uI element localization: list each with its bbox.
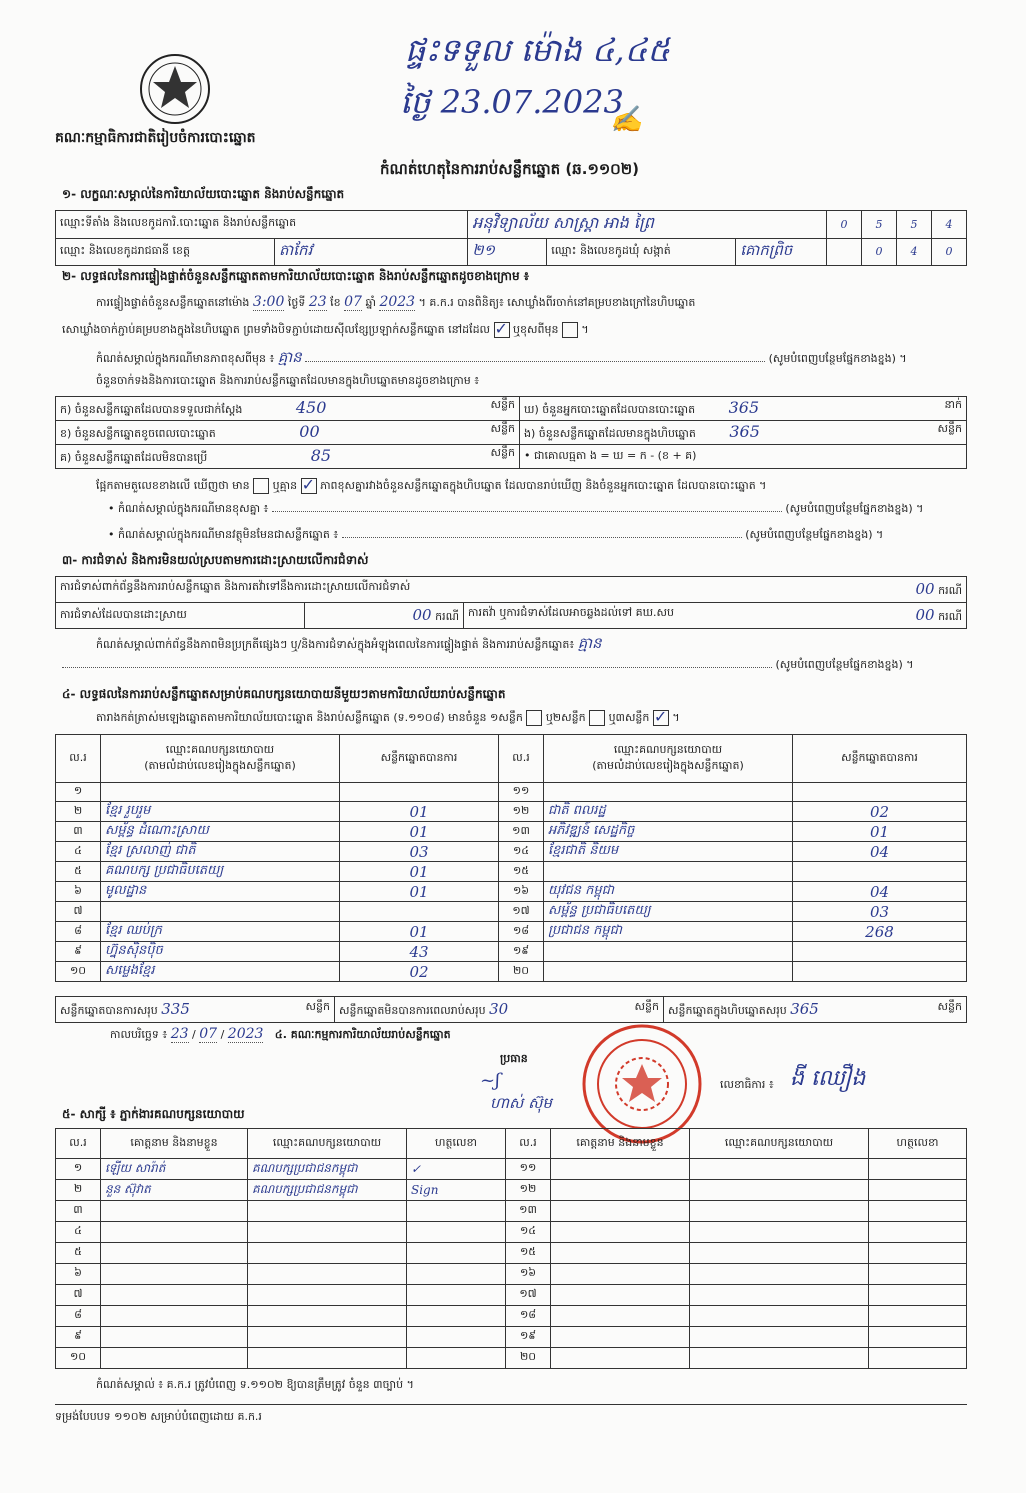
- witness-empty-cell: [551, 1201, 690, 1222]
- witness-no-right-cell: ១៤: [506, 1222, 551, 1243]
- left-party-cell: ខ្មែរ រួបរួម: [101, 802, 340, 822]
- witness-empty-cell: [690, 1285, 869, 1306]
- witness-empty-cell: [869, 1222, 967, 1243]
- match-text-a: ផ្អែកតាមតួលេខខាងលើ ឃើញថា មាន: [96, 479, 250, 492]
- sheets-3-label: ឬ៣សន្លឹក: [608, 711, 650, 724]
- witness-empty-cell: [690, 1264, 869, 1285]
- left-no-cell: ៦: [56, 882, 101, 902]
- left-votes-cell: 01: [340, 922, 499, 942]
- sheets-1-checkbox[interactable]: [526, 710, 542, 726]
- commune-value: គោកព្រិច: [736, 238, 827, 266]
- witness-name-cell: [101, 1222, 248, 1243]
- left-party-cell: [101, 783, 340, 802]
- match-line: [96, 478, 766, 495]
- table-row: [56, 902, 967, 922]
- witness-no-cell: ៥: [56, 1243, 101, 1264]
- right-party-cell: អភិវឌ្ឍន៍ សេដ្ឋកិច្ច: [544, 822, 793, 842]
- witness-empty-cell: [690, 1201, 869, 1222]
- right-party-cell: [544, 783, 793, 802]
- left-votes-cell: [340, 902, 499, 922]
- bullet2-line: [108, 528, 966, 544]
- right-party-cell: [544, 942, 793, 962]
- right-votes-cell: 02: [793, 802, 967, 822]
- verify-month: 07: [344, 294, 362, 310]
- witness-no-cell: ១០: [56, 1348, 101, 1369]
- diff-checkbox[interactable]: [562, 322, 578, 338]
- witness-no-cell: ៨: [56, 1306, 101, 1327]
- witness-col-no-right: ល.រ: [506, 1129, 551, 1159]
- count-d-unit: នាក់: [944, 398, 962, 411]
- witness-party-cell: [248, 1306, 407, 1327]
- witness-empty-cell: [869, 1306, 967, 1327]
- match-text-b: ឬគ្មាន: [272, 479, 298, 492]
- witness-sign-cell: [407, 1201, 506, 1222]
- footer-note: កំណត់សម្គាល់ ៖ គ.ក.រ ត្រូវបំពេញ ទ.១១០២ ឱ្យបានត្រឹមត្រូវ ចំនួន ៣ច្បាប់ ។: [96, 1378, 414, 1391]
- chair-name: ហាស់ ស៊ុម: [490, 1094, 552, 1112]
- location-value: អនុវិទ្យាល័យ សាស្ត្រា អាង ព្រៃ: [468, 211, 827, 239]
- location-code-4: 4: [932, 211, 967, 239]
- secretary-label: លេខាធិការ ៖: [720, 1078, 774, 1091]
- witness-empty-cell: [690, 1348, 869, 1369]
- verify-text-e: ។ គ.ក.រ បានពិនិត្យ៖ សោឃ្លាំងពីរចាក់នៅគម្របខាងក្រៅនៃហិបឆ្នោត: [418, 296, 696, 309]
- verify-time: 3:00: [252, 294, 285, 310]
- right-votes-cell: [793, 962, 967, 982]
- left-no-cell: ៨: [56, 922, 101, 942]
- witness-party-cell: [248, 1264, 407, 1285]
- bullet1: • កំណត់សម្គាល់ក្នុងករណីមានខុសគ្នា ៖: [108, 502, 269, 515]
- right-votes-cell: [793, 862, 967, 882]
- right-votes-cell: [793, 783, 967, 802]
- total-box-label: សន្លឹកឆ្នោតក្នុងហិបឆ្នោតសរុប: [668, 1003, 787, 1017]
- left-party-cell: គណបក្ស ប្រជាធិបតេយ្យ: [101, 862, 340, 882]
- witness-no-right-cell: ២០: [506, 1348, 551, 1369]
- commune-label: ឈ្មោះ និងលេខកូដឃុំ សង្កាត់: [547, 238, 736, 266]
- witness-empty-cell: [551, 1243, 690, 1264]
- form-title: កំណត់ហេតុនៃការរាប់សន្លឹកឆ្នោត (ឆ.១១០២): [380, 160, 640, 178]
- diff-label: ឬខុសពីមុន: [513, 323, 559, 336]
- table-row: [56, 802, 967, 822]
- bullet2: • កំណត់សម្គាល់ក្នុងករណីមានវត្ថុមិនមែនជាសន្លឹកឆ្នោត ៖: [108, 528, 339, 541]
- left-votes-cell: [340, 783, 499, 802]
- has-diff-checkbox[interactable]: [253, 478, 269, 494]
- witness-party-cell: គណបក្សប្រជាជនកម្ពុជា: [248, 1180, 407, 1201]
- witness-no-right-cell: ១៦: [506, 1264, 551, 1285]
- witness-col-no: ល.រ: [56, 1129, 101, 1159]
- left-party-cell: មូលដ្ឋាន: [101, 882, 340, 902]
- verify-line1: [96, 294, 695, 312]
- table-row: [56, 1348, 967, 1369]
- count-d-value: 365: [728, 398, 760, 417]
- objections-table: [55, 576, 967, 629]
- location-code-3: 5: [897, 211, 932, 239]
- table-row: [56, 922, 967, 942]
- location-code-1: 0: [827, 211, 862, 239]
- total-invalid-value: 30: [489, 999, 509, 1018]
- witness-name-cell: [101, 1327, 248, 1348]
- left-votes-cell: 01: [340, 802, 499, 822]
- total-box-value: 365: [790, 999, 819, 1018]
- witness-sign-cell: [407, 1243, 506, 1264]
- match-text-c: ភាពខុសគ្នារវាងចំនួនសន្លឹកឆ្នោតក្នុងហិបឆ្នោត ដែលបានរាប់ឃើញ និងចំនួនអ្នកបោះឆ្នោត ដែលបានបោះឆ្នោត ។: [320, 479, 767, 492]
- count-c-label: គ) ចំនួនសន្លឹកឆ្នោតដែលមិនបានប្រើ: [60, 451, 208, 464]
- left-party-cell: [101, 902, 340, 922]
- witness-empty-cell: [690, 1222, 869, 1243]
- witness-sign-cell: [407, 1285, 506, 1306]
- witness-party-cell: [248, 1243, 407, 1264]
- table-row: [56, 962, 967, 982]
- left-party-cell: សម្លេងខ្មែរ: [101, 962, 340, 982]
- table-row: [56, 1306, 967, 1327]
- bullet1-line: [108, 502, 966, 518]
- witness-table: [55, 1128, 967, 1369]
- commune-code-3: 0: [932, 238, 967, 266]
- witness-no-right-cell: ១៧: [506, 1285, 551, 1306]
- witness-col-name: គោត្តនាម និងនាមខ្លួន: [101, 1129, 248, 1159]
- witness-empty-cell: [551, 1222, 690, 1243]
- witness-empty-cell: [551, 1264, 690, 1285]
- col-party-right: ឈ្មោះគណបក្សនយោបាយ (តាមលំដាប់លេខរៀងក្នុងសន្លឹកឆ្នោត): [544, 735, 793, 783]
- objection-row2-value: 00: [412, 605, 432, 624]
- sheets-2-label: ឬ២សន្លឹក: [545, 711, 586, 724]
- table-row: [56, 842, 967, 862]
- left-no-cell: ១: [56, 783, 101, 802]
- witness-empty-cell: [869, 1327, 967, 1348]
- verify-text-d: ឆ្នាំ: [365, 296, 376, 309]
- right-party-cell: [544, 862, 793, 882]
- right-no-cell: ១៥: [499, 862, 544, 882]
- right-no-cell: ១៣: [499, 822, 544, 842]
- section5-heading: ៥- សាក្សី ៖ ភ្នាក់ងារគណបក្សនយោបាយ: [62, 1107, 245, 1121]
- date-year: 2023: [227, 1026, 264, 1042]
- secretary-name: ងី ឈឿង: [790, 1066, 866, 1091]
- count-a-value: 450: [295, 398, 327, 417]
- province-code: ២១: [468, 238, 547, 266]
- right-no-cell: ១៩: [499, 942, 544, 962]
- right-votes-cell: [793, 942, 967, 962]
- counts-table: [55, 396, 967, 469]
- right-votes-cell: 268: [793, 922, 967, 942]
- witness-no-cell: ៦: [56, 1264, 101, 1285]
- objection-row2-label: ការជំទាស់ដែលបានដោះស្រាយ: [56, 603, 305, 629]
- same-checkbox[interactable]: [494, 322, 510, 338]
- count-c-value: 85: [310, 446, 332, 465]
- right-votes-cell: 04: [793, 842, 967, 862]
- section3-heading: ៣- ការជំទាស់ និងការមិនយល់ស្របតាមការដោះស្រាយលើការជំទាស់: [62, 553, 369, 567]
- witness-no-cell: ៧: [56, 1285, 101, 1306]
- commune-code-1: 0: [862, 238, 897, 266]
- left-no-cell: ៧: [56, 902, 101, 922]
- count-formula: • ជាគោលធ្មតា ង = ឃ = ក - (ខ + គ): [524, 448, 697, 462]
- objection-row2b-unit: ករណី: [938, 609, 962, 623]
- left-party-cell: ហ្វ៊ុនស៊ិនប៉ិច: [101, 942, 340, 962]
- table-row: [56, 862, 967, 882]
- witness-col-sign: ហត្ថលេខា: [407, 1129, 506, 1159]
- left-no-cell: ៩: [56, 942, 101, 962]
- sheets-3-checkbox[interactable]: [653, 710, 669, 726]
- table-row: [56, 942, 967, 962]
- col-votes-right: សន្លឹកឆ្នោតបានការ: [793, 735, 967, 783]
- table-row: [56, 1201, 967, 1222]
- date-day: 23: [170, 1026, 189, 1042]
- chair-signature: ~ʃ: [480, 1070, 500, 1091]
- right-party-cell: ប្រជាជន កម្ពុជា: [544, 922, 793, 942]
- witness-no-cell: ១: [56, 1159, 101, 1180]
- verify-text-a: ការផ្ទៀងផ្ទាត់ចំនួនសន្លឹកឆ្នោតនៅម៉ោង: [96, 296, 250, 309]
- location-label: ឈ្មោះទីតាំង និងលេខកូដការិ.បោះឆ្នោត និងរាប់សន្លឹកឆ្នោត: [56, 211, 468, 239]
- witness-empty-cell: [551, 1348, 690, 1369]
- count-e-value: 365: [729, 422, 760, 441]
- witness-no-cell: ៤: [56, 1222, 101, 1243]
- nec-logo-icon: [135, 52, 215, 126]
- right-no-cell: ១៦: [499, 882, 544, 902]
- tally-sheet-text: តារាងកត់ត្រាស់មឡេងឆ្នោតតាមការិយាល័យបោះឆ្នោត និងរាប់សន្លឹកឆ្នោត (ទ.១១០៨) មានចំនួន ១សន្លឹក: [96, 711, 523, 724]
- witness-empty-cell: [869, 1264, 967, 1285]
- section4-heading: ៤- លទ្ធផលនៃការរាប់សន្លឹកឆ្នោតសម្រាប់គណបក្សនយោបាយនីមួយៗតាមការិយាល័យរាប់សន្លឹកឆ្នោត: [62, 687, 506, 701]
- left-party-cell: ខ្មែរ ស្រលាញ់ ជាតិ: [101, 842, 340, 862]
- count-b-label: ខ) ចំនួនសន្លឹកឆ្នោតខូចពេលបោះឆ្នោត: [60, 427, 216, 440]
- witness-col-party-right: ឈ្មោះគណបក្សនយោបាយ: [690, 1129, 869, 1159]
- right-party-cell: [544, 962, 793, 982]
- province-value: តាកែវ: [275, 238, 468, 266]
- count-e-unit: សន្លឹក: [937, 422, 962, 435]
- right-no-cell: ១៤: [499, 842, 544, 862]
- left-no-cell: ៣: [56, 822, 101, 842]
- witness-col-party: ឈ្មោះគណបក្សនយោបាយ: [248, 1129, 407, 1159]
- province-label: ឈ្មោះ និងលេខកូដរាជធានី ខេត្ត: [56, 238, 275, 266]
- right-party-cell: សម្ព័ន្ធ ប្រជាធិបតេយ្យ: [544, 902, 793, 922]
- total-valid-label: សន្លឹកឆ្នោតបានការសរុប: [60, 1003, 158, 1017]
- right-no-cell: ១២: [499, 802, 544, 822]
- objection-note-value: គ្មាន: [577, 634, 602, 652]
- witness-party-cell: [248, 1327, 407, 1348]
- left-votes-cell: 02: [340, 962, 499, 982]
- bullet1-hint: (សូមបំពេញបន្ថែមផ្នែកខាងខ្នង) ។: [785, 502, 924, 515]
- witness-name-cell: [101, 1243, 248, 1264]
- col-no-left: ល.រ: [56, 735, 101, 783]
- witness-empty-cell: [551, 1327, 690, 1348]
- witness-empty-cell: [869, 1243, 967, 1264]
- left-votes-cell: 03: [340, 842, 499, 862]
- right-no-cell: ១១: [499, 783, 544, 802]
- right-no-cell: ២០: [499, 962, 544, 982]
- section1-heading: ១- លក្ខណៈសម្គាល់នៃការិយាល័យបោះឆ្នោត និងរាប់សន្លឹកឆ្នោត: [62, 187, 345, 201]
- witness-empty-cell: [690, 1159, 869, 1180]
- org-name: គណៈកម្មាធិការជាតិរៀបចំការបោះឆ្នោត: [55, 130, 256, 146]
- witness-sign-cell: [407, 1348, 506, 1369]
- witness-no-cell: ២: [56, 1180, 101, 1201]
- total-valid-value: 335: [161, 999, 190, 1018]
- witness-party-cell: គណបក្សប្រជាជនកម្ពុជា: [248, 1159, 407, 1180]
- witness-name-cell: ឡើយ សារ៉ាត់: [101, 1159, 248, 1180]
- witness-name-cell: [101, 1201, 248, 1222]
- commune-code-2: 4: [897, 238, 932, 266]
- verify-text-b: ថ្ងៃទី: [287, 296, 306, 309]
- change-note-hint: (សូមបំពេញបន្ថែមផ្នែកខាងខ្នង) ។: [768, 352, 907, 365]
- bullet2-hint: (សូមបំពេញបន្ថែមផ្នែកខាងខ្នង) ។: [745, 528, 884, 541]
- col-party-left: ឈ្មោះគណបក្សនយោបាយ (តាមលំដាប់លេខរៀងក្នុងសន្លឹកឆ្នោត): [101, 735, 340, 783]
- objection-note-line2: [62, 658, 966, 674]
- table-row: [56, 1222, 967, 1243]
- initial-signature: ✍: [610, 105, 643, 135]
- witness-no-right-cell: ១៣: [506, 1201, 551, 1222]
- verify-text-c: ខែ: [330, 296, 341, 309]
- objection-row2-unit: ករណី: [435, 609, 459, 623]
- no-diff-checkbox[interactable]: [301, 478, 317, 494]
- committee-label: ៤. គណៈកម្មការការិយាល័យរាប់សន្លឹកឆ្នោត: [274, 1028, 451, 1041]
- tally-sheet-line: តារាងកត់ត្រាស់មឡេងឆ្នោតតាមការិយាល័យបោះឆ្នោត និងរាប់សន្លឹកឆ្នោត (ទ.១១០៨) មានចំនួន ១សន្លឹក ឬ២សន្លឹក ឬ៣សន្លឹក ✓ ។: [96, 710, 680, 727]
- left-no-cell: ២: [56, 802, 101, 822]
- left-no-cell: ៤: [56, 842, 101, 862]
- results-table: [55, 734, 967, 982]
- count-a-label: ក) ចំនួនសន្លឹកឆ្នោតដែលបានទទួលជាក់ស្តែង: [60, 403, 243, 416]
- count-b-unit: សន្លឹក: [490, 422, 515, 435]
- left-votes-cell: 43: [340, 942, 499, 962]
- chair-label: ប្រធាន: [500, 1052, 528, 1065]
- table-row: [56, 882, 967, 902]
- change-note-label: កំណត់សម្គាល់ក្នុងករណីមានភាពខុសពីមុន ៖: [96, 352, 275, 365]
- right-votes-cell: 01: [793, 822, 967, 842]
- date-label: កាលបរិច្ឆេទ ៖: [110, 1028, 168, 1041]
- left-party-cell: សម្ព័ន្ធ ដំណោះស្រាយ: [101, 822, 340, 842]
- count-b-value: 00: [299, 422, 320, 441]
- objection-row2b-value: 00: [915, 605, 935, 624]
- right-no-cell: ១៨: [499, 922, 544, 942]
- verify-year: 2023: [379, 294, 416, 310]
- witness-name-cell: [101, 1285, 248, 1306]
- table-row: [56, 1180, 967, 1201]
- verify-day: 23: [308, 294, 327, 310]
- witness-empty-cell: [551, 1180, 690, 1201]
- right-votes-cell: 04: [793, 882, 967, 902]
- witness-empty-cell: [551, 1159, 690, 1180]
- witness-empty-cell: [551, 1306, 690, 1327]
- footer-form: ទម្រង់បែបបទ ១១០២ សម្រាប់បំពេញដោយ គ.ក.រ: [55, 1410, 262, 1423]
- objection-note-line: [96, 634, 602, 656]
- top-note-line1: ផ្ទះទទួល ម៉ោង ៤,៤៥: [405, 31, 670, 69]
- witness-col-sign-right: ហត្ថលេខា: [869, 1129, 967, 1159]
- col-votes-left: សន្លឹកឆ្នោតបានការ: [340, 735, 499, 783]
- objection-row1-unit: ករណី: [938, 583, 962, 597]
- table-row: [56, 1285, 967, 1306]
- objection-row1-label: ការជំទាស់ពាក់ព័ន្ធនឹងការរាប់សន្លឹកឆ្នោត និងការតវ៉ាទៅនឹងការដោះស្រាយលើការជំទាស់: [60, 579, 411, 593]
- witness-col-name-right: គោត្តនាម និងនាមខ្លួន: [551, 1129, 690, 1159]
- total-invalid-label: សន្លឹកឆ្នោតមិនបានការពេលរាប់សរុប: [339, 1003, 486, 1017]
- right-party-cell: យុវជន កម្ពុជា: [544, 882, 793, 902]
- witness-no-right-cell: ១៩: [506, 1327, 551, 1348]
- witness-sign-cell: [407, 1306, 506, 1327]
- left-votes-cell: 01: [340, 882, 499, 902]
- section1-table: [55, 210, 967, 266]
- witness-no-cell: ៣: [56, 1201, 101, 1222]
- count-e-label: ង) ចំនួនសន្លឹកឆ្នោតដែលមានក្នុងហិបឆ្នោត: [524, 427, 696, 440]
- objection-note-hint: (សូមបំពេញបន្ថែមផ្នែកខាងខ្នង) ។: [775, 658, 914, 671]
- totals-table: សន្លឹកឆ្នោតបានការសរុប 335 សន្លឹក សន្លឹកឆ្នោតមិនបានការពេលរាប់សរុប 30 សន្លឹក សន្លឹកឆ្នោតក្នុងហិបឆ្នោតសរុប 365 សន្លឹក: [55, 996, 967, 1023]
- top-note-line2: ថ្ងៃ 23.07.2023: [400, 83, 624, 121]
- witness-name-cell: [101, 1264, 248, 1285]
- right-no-cell: ១៧: [499, 902, 544, 922]
- sheets-2-checkbox[interactable]: [589, 710, 605, 726]
- right-party-cell: ខ្មែរជាតិ និយម: [544, 842, 793, 862]
- count-a-unit: សន្លឹក: [490, 398, 515, 411]
- objection-row2b-label: ការតវ៉ា ឬការជំទាស់ដែលអាចឆ្លងដល់ទៅ គឃ.សប: [468, 605, 674, 619]
- witness-no-right-cell: ១៨: [506, 1306, 551, 1327]
- witness-sign-cell: Sign: [407, 1180, 506, 1201]
- witness-empty-cell: [869, 1201, 967, 1222]
- witness-empty-cell: [869, 1180, 967, 1201]
- witness-empty-cell: [690, 1180, 869, 1201]
- table-row: [56, 1243, 967, 1264]
- witness-empty-cell: [690, 1306, 869, 1327]
- table-row: [56, 1159, 967, 1180]
- witness-empty-cell: [690, 1327, 869, 1348]
- left-no-cell: ១០: [56, 962, 101, 982]
- table-row: [56, 822, 967, 842]
- witness-empty-cell: [551, 1285, 690, 1306]
- witness-sign-cell: [407, 1327, 506, 1348]
- witness-empty-cell: [869, 1159, 967, 1180]
- col-no-right: ល.រ: [499, 735, 544, 783]
- change-note-value: គ្មាន: [277, 348, 302, 366]
- table-row: [56, 783, 967, 802]
- right-votes-cell: 03: [793, 902, 967, 922]
- witness-sign-cell: ✓: [407, 1159, 506, 1180]
- count-d-label: ឃ) ចំនួនអ្នកបោះឆ្នោតដែលបានបោះឆ្នោត: [524, 403, 696, 416]
- witness-name-cell: នួន ស៊ុវាត: [101, 1180, 248, 1201]
- location-code-2: 5: [862, 211, 897, 239]
- left-party-cell: ខ្មែរ ឈប់ក្រ: [101, 922, 340, 942]
- count-c-unit: សន្លឹក: [490, 446, 515, 459]
- witness-party-cell: [248, 1222, 407, 1243]
- witness-empty-cell: [869, 1348, 967, 1369]
- left-no-cell: ៥: [56, 862, 101, 882]
- witness-no-right-cell: ១១: [506, 1159, 551, 1180]
- witness-party-cell: [248, 1348, 407, 1369]
- witness-no-cell: ៩: [56, 1327, 101, 1348]
- witness-no-right-cell: ១៥: [506, 1243, 551, 1264]
- counts-subheading: ចំនួនចាក់ទងនិងការបោះឆ្នោត និងការរាប់សន្លឹកឆ្នោតដែលមានក្នុងហិបឆ្នោតមានដូចខាងក្រោម ៖: [96, 374, 480, 387]
- verify-line2: សោឃ្លាំងចាក់ភ្ជាប់គម្របខាងក្នុងនៃហិបឆ្នោត ព្រមទាំងបិទភ្ជាប់ដោយស៊ីលខ្សែប្រឡាក់សន្លឹកឆ្នោត នៅដដែល ✓ ឬខុសពីមុន ។: [62, 322, 589, 339]
- right-party-cell: ជាតិ ពលរដ្ឋ: [544, 802, 793, 822]
- left-votes-cell: 01: [340, 822, 499, 842]
- section2-heading: ២- លទ្ធផលនៃការផ្ទៀងផ្ទាត់ចំនួនសន្លឹកឆ្នោតតាមការិយាល័យបោះឆ្នោត និងរាប់សន្លឹកឆ្នោតដូចខាងក្រោម ៖: [62, 269, 530, 283]
- objection-note-label: កំណត់សម្គាល់ពាក់ព័ន្ធនឹងភាពមិនប្រក្រតីផ្សេងៗ ឬ/និងការជំទាស់ក្នុងអំឡុងពេលនៃការផ្ទៀងផ្ទាត់ និងការរាប់សន្លឹកឆ្នោត៖: [96, 638, 575, 651]
- table-row: [56, 1264, 967, 1285]
- date-month: 07: [199, 1026, 218, 1042]
- date-line: កាលបរិច្ឆេទ ៖ 23 / 07 / 2023 ៤. គណៈកម្មការការិយាល័យរាប់សន្លឹកឆ្នោត: [110, 1026, 451, 1042]
- verify-text2: សោឃ្លាំងចាក់ភ្ជាប់គម្របខាងក្នុងនៃហិបឆ្នោត ព្រមទាំងបិទភ្ជាប់ដោយស៊ីលខ្សែប្រឡាក់សន្លឹកឆ្នោត នៅដដែល: [62, 323, 491, 336]
- witness-empty-cell: [690, 1243, 869, 1264]
- witness-empty-cell: [869, 1285, 967, 1306]
- change-note-line: [96, 348, 966, 370]
- witness-no-right-cell: ១២: [506, 1180, 551, 1201]
- witness-sign-cell: [407, 1264, 506, 1285]
- witness-party-cell: [248, 1285, 407, 1306]
- table-row: [56, 1327, 967, 1348]
- witness-party-cell: [248, 1201, 407, 1222]
- witness-name-cell: [101, 1348, 248, 1369]
- objection-row1-value: 00: [915, 579, 935, 598]
- witness-sign-cell: [407, 1222, 506, 1243]
- witness-name-cell: [101, 1306, 248, 1327]
- left-votes-cell: 01: [340, 862, 499, 882]
